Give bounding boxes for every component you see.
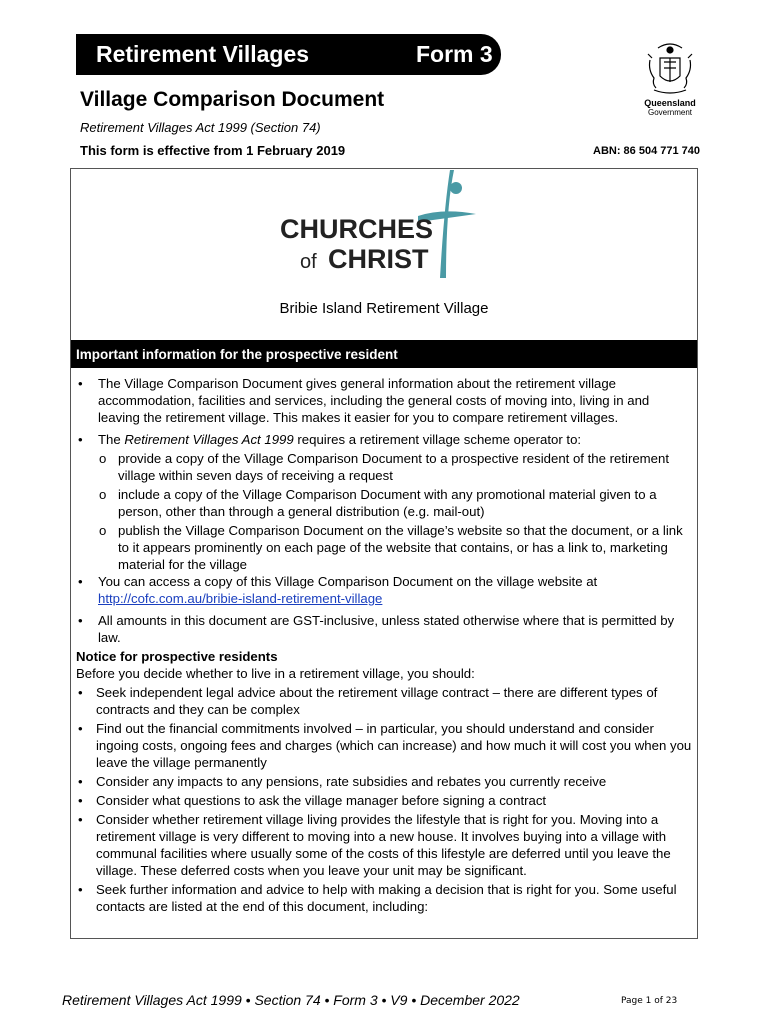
list-item: • All amounts in this document are GST-inclusive, unless stated otherwise where that is permitted by law. bbox=[78, 613, 675, 645]
queensland-crest-logo bbox=[640, 38, 700, 118]
notice-heading: Notice for prospective residents bbox=[76, 649, 278, 664]
notice-item: • Consider whether retirement village living provides the lifestyle that is right for you. Moving into a retirement village is very different to moving into a new house. It involves buying into a village with communal facilities where usually some of the costs of this lifestyle are deferred until you leave the village. These deferred costs when you leave your unit may be significant. bbox=[78, 812, 671, 878]
list-item: • The Village Comparison Document gives general information about the retirement village accommodation, facilities and services, including the general costs of moving into, living in and leaving the retirement village. This makes it easier for you to compare retirement villages. bbox=[78, 376, 650, 425]
village-website-link[interactable]: http://cofc.com.au/bribie-island-retirement-village bbox=[98, 591, 383, 606]
act-subtitle: Retirement Villages Act 1999 (Section 74) bbox=[80, 120, 321, 135]
notice-intro: Before you decide whether to live in a retirement village, you should: bbox=[76, 666, 475, 681]
banner-title: Retirement Villages bbox=[96, 41, 310, 67]
page-title: Village Comparison Document bbox=[80, 88, 385, 111]
footer-citation: Retirement Villages Act 1999 • Section 74 • Form 3 • V9 • December 2022 bbox=[62, 992, 520, 1008]
document-body bbox=[76, 375, 692, 915]
notice-item: • Consider what questions to ask the village manager before signing a contract bbox=[78, 793, 547, 808]
section-heading-bar: Important information for the prospective resident bbox=[71, 340, 697, 368]
notice-item: • Seek independent legal advice about the retirement village contract – there are different types of contracts and they can be complex bbox=[78, 685, 658, 717]
logo-word-christ: CHRIST bbox=[328, 244, 429, 274]
village-name: Bribie Island Retirement Village bbox=[279, 300, 489, 317]
abn-number: ABN: 86 504 771 740 bbox=[593, 145, 701, 157]
churches-of-christ-logo bbox=[278, 168, 488, 283]
govt-word: Government bbox=[647, 108, 693, 117]
sub-list-item: o publish the Village Comparison Document on the village’s website so that the document, or a link to it appears prominently on each page of the website that contains, or has a link to, marketing material for the village bbox=[99, 523, 683, 572]
notice-item: • Find out the financial commitments involved – in particular, you should understand and consider ingoing costs, ongoing fees and charges (which can increase) and how much it will cost you when you leave the village permanently bbox=[78, 721, 692, 770]
govt-name: Queensland bbox=[644, 98, 696, 108]
list-item: • You can access a copy of this Village Comparison Document on the village website at http://cofc.com.au/bribie-island-retirement-village bbox=[78, 574, 598, 606]
logo-word-of: of bbox=[300, 251, 317, 273]
notice-item: • Seek further information and advice to help with making a decision that is right for you. Some useful contacts are listed at the end of this document, including: bbox=[78, 882, 677, 914]
effective-date: This form is effective from 1 February 2019 bbox=[80, 143, 346, 158]
notice-item: • Consider any impacts to any pensions, rate subsidies and rebates you currently receive bbox=[78, 774, 607, 789]
sub-list-item: o provide a copy of the Village Comparison Document to a prospective resident of the retirement village within seven days of receiving a request bbox=[99, 451, 669, 483]
logo-word-churches: CHURCHES bbox=[280, 214, 434, 244]
form-banner bbox=[76, 34, 501, 75]
sub-list-item: o include a copy of the Village Comparison Document with any promotional material given to a person, other than through a general distribution (e.g. mail-out) bbox=[99, 487, 657, 519]
banner-form-number: Form 3 bbox=[416, 41, 493, 67]
page-number: Page 1 of 23 bbox=[621, 996, 678, 1006]
list-item: • The Retirement Villages Act 1999 requires a retirement village scheme operator to: bbox=[78, 432, 582, 447]
